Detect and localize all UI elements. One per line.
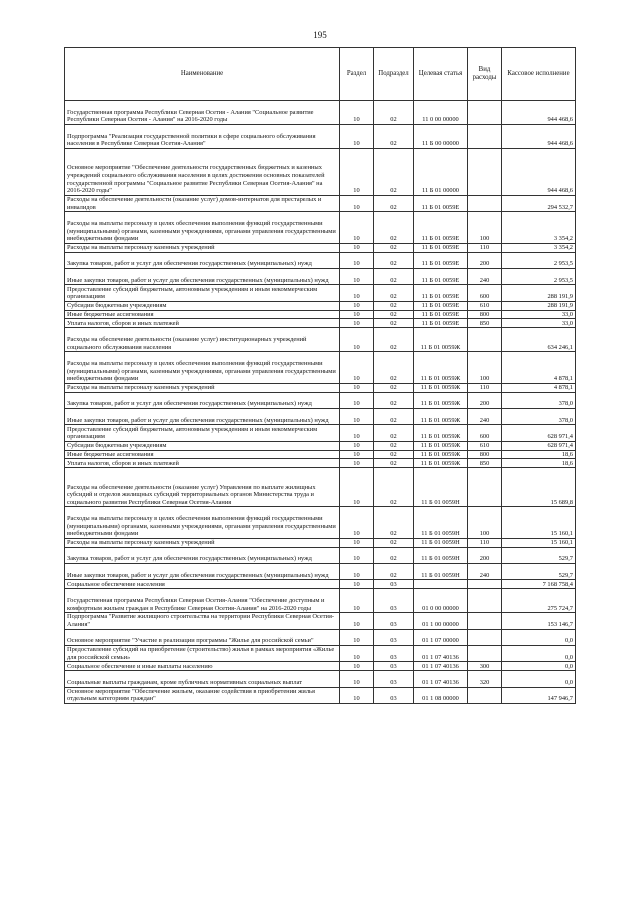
- cell-podrazdel: 02: [374, 441, 414, 450]
- cell-podrazdel: 02: [374, 450, 414, 459]
- table-row: [65, 538, 576, 547]
- cell-ispolnenie: 0,0: [502, 646, 576, 662]
- cell-ispolnenie: 153 146,7: [502, 613, 576, 629]
- cell-vid: 110: [468, 538, 502, 547]
- cell-razdel: 10: [340, 580, 374, 589]
- cell-name: Расходы на выплаты персоналу в целях обеспечения выполнения функций государственными (муниципальными) органами, казенными учреждениями, органами управления государственными внебюджетными фондами: [65, 507, 340, 539]
- cell-statya: 11 Б 01 0059Ж: [414, 450, 468, 459]
- cell-vid: [468, 468, 502, 507]
- cell-name: Иные закупки товаров, работ и услуг для обеспечения государственных (муниципальных) нужд: [65, 564, 340, 580]
- cell-name: Закупка товаров, работ и услуг для обеспечения государственных (муниципальных) нужд: [65, 392, 340, 408]
- cell-statya: 11 Б 01 0059Е: [414, 252, 468, 268]
- cell-podrazdel: 02: [374, 125, 414, 149]
- cell-name: Расходы на выплаты персоналу в целях обеспечения выполнения функций государственными (муниципальными) органами, казенными учреждениями, органами управления государственными внебюджетными фондами: [65, 352, 340, 384]
- cell-vid: 110: [468, 383, 502, 392]
- cell-statya: 11 Б 00 00000: [414, 125, 468, 149]
- table-row: [65, 613, 576, 629]
- cell-podrazdel: 02: [374, 319, 414, 328]
- table-row: [65, 408, 576, 424]
- cell-ispolnenie: 628 971,4: [502, 425, 576, 441]
- cell-podrazdel: 03: [374, 671, 414, 687]
- cell-razdel: 10: [340, 383, 374, 392]
- cell-vid: [468, 580, 502, 589]
- table-body: [65, 101, 576, 704]
- cell-podrazdel: 02: [374, 285, 414, 301]
- cell-ispolnenie: 33,0: [502, 319, 576, 328]
- cell-statya: 11 Б 01 00000: [414, 149, 468, 196]
- table-row: [65, 252, 576, 268]
- header-statya: Целевая статья: [414, 48, 468, 101]
- cell-statya: 11 Б 01 0059Ж: [414, 328, 468, 352]
- cell-vid: 200: [468, 252, 502, 268]
- cell-razdel: 10: [340, 662, 374, 671]
- cell-name: Иные закупки товаров, работ и услуг для обеспечения государственных (муниципальных) нужд: [65, 268, 340, 284]
- table-row: [65, 468, 576, 507]
- cell-vid: 300: [468, 662, 502, 671]
- cell-ispolnenie: 944 468,6: [502, 149, 576, 196]
- cell-statya: 01 1 08 00000: [414, 687, 468, 703]
- cell-name: Подпрограмма "Реализация государственной политики в сфере социального обслуживания населения в Республике Северная Осетия-Алания": [65, 125, 340, 149]
- cell-statya: 01 1 07 40136: [414, 671, 468, 687]
- cell-ispolnenie: 0,0: [502, 671, 576, 687]
- cell-statya: 01 0 00 00000: [414, 589, 468, 613]
- cell-statya: 11 Б 01 0059Ж: [414, 459, 468, 468]
- cell-statya: 11 Б 01 0059Ж: [414, 425, 468, 441]
- table-row: [65, 383, 576, 392]
- header-ispolnenie: Кассовое исполнение: [502, 48, 576, 101]
- cell-name: Предоставление субсидий бюджетным, автономным учреждениям и иным некоммерческим организациям: [65, 285, 340, 301]
- cell-ispolnenie: 18,6: [502, 450, 576, 459]
- table-row: [65, 425, 576, 441]
- cell-statya: 11 Б 01 0059Н: [414, 468, 468, 507]
- table-row: [65, 352, 576, 384]
- cell-name: Уплата налогов, сборов и иных платежей: [65, 459, 340, 468]
- cell-podrazdel: 02: [374, 252, 414, 268]
- cell-vid: 320: [468, 671, 502, 687]
- table-row: [65, 301, 576, 310]
- table-row: [65, 195, 576, 211]
- cell-name: Расходы на обеспечение деятельности (оказание услуг) Управления по выплате жилищных субсидий и отделов жилищных субсидий территориальных органов Министерства труда и социального развития Республики Северная Осетия-Алания: [65, 468, 340, 507]
- cell-podrazdel: 02: [374, 310, 414, 319]
- cell-podrazdel: 02: [374, 564, 414, 580]
- cell-statya: 11 Б 01 0059Е: [414, 285, 468, 301]
- table-row: [65, 580, 576, 589]
- cell-vid: 100: [468, 352, 502, 384]
- cell-ispolnenie: 288 191,9: [502, 285, 576, 301]
- cell-podrazdel: 02: [374, 468, 414, 507]
- table-row: [65, 125, 576, 149]
- header-razdel: Раздел: [340, 48, 374, 101]
- table-row: [65, 268, 576, 284]
- cell-razdel: 10: [340, 285, 374, 301]
- table-row: [65, 101, 576, 125]
- cell-vid: 600: [468, 285, 502, 301]
- cell-razdel: 10: [340, 441, 374, 450]
- cell-podrazdel: 03: [374, 662, 414, 671]
- table-row: [65, 285, 576, 301]
- cell-podrazdel: 03: [374, 613, 414, 629]
- cell-ispolnenie: 378,0: [502, 392, 576, 408]
- cell-vid: 240: [468, 408, 502, 424]
- cell-vid: [468, 149, 502, 196]
- cell-podrazdel: 02: [374, 408, 414, 424]
- table-row: [65, 328, 576, 352]
- table-row: [65, 310, 576, 319]
- cell-razdel: 10: [340, 352, 374, 384]
- cell-razdel: 10: [340, 212, 374, 244]
- cell-name: Расходы на выплаты персоналу казенных учреждений: [65, 243, 340, 252]
- cell-name: Уплата налогов, сборов и иных платежей: [65, 319, 340, 328]
- cell-razdel: 10: [340, 319, 374, 328]
- page-number: 195: [313, 30, 327, 40]
- cell-statya: 11 Б 01 0059Е: [414, 243, 468, 252]
- cell-podrazdel: 02: [374, 301, 414, 310]
- cell-vid: 110: [468, 243, 502, 252]
- cell-vid: 610: [468, 441, 502, 450]
- cell-razdel: 10: [340, 268, 374, 284]
- cell-ispolnenie: 529,7: [502, 547, 576, 563]
- cell-vid: 100: [468, 212, 502, 244]
- cell-statya: 11 Б 01 0059Ж: [414, 392, 468, 408]
- cell-statya: 01 1 07 00000: [414, 629, 468, 645]
- cell-statya: 11 Б 01 0059Ж: [414, 408, 468, 424]
- cell-vid: 200: [468, 392, 502, 408]
- cell-name: Субсидии бюджетным учреждениям: [65, 301, 340, 310]
- cell-razdel: 10: [340, 125, 374, 149]
- cell-statya: 11 Б 01 0059Е: [414, 195, 468, 211]
- cell-name: Расходы на выплаты персоналу в целях обеспечения выполнения функций государственными (муниципальными) органами, казенными учреждениями, органами управления государственными внебюджетными фондами: [65, 212, 340, 244]
- cell-name: Иные закупки товаров, работ и услуг для обеспечения государственных (муниципальных) нужд: [65, 408, 340, 424]
- cell-statya: 11 Б 01 0059Н: [414, 538, 468, 547]
- cell-ispolnenie: 378,0: [502, 408, 576, 424]
- cell-ispolnenie: 33,0: [502, 310, 576, 319]
- cell-razdel: 10: [340, 507, 374, 539]
- cell-razdel: 10: [340, 425, 374, 441]
- cell-podrazdel: 02: [374, 195, 414, 211]
- cell-razdel: 10: [340, 687, 374, 703]
- header-vid: Вид расходы: [468, 48, 502, 101]
- cell-podrazdel: 02: [374, 425, 414, 441]
- cell-ispolnenie: 3 354,2: [502, 212, 576, 244]
- cell-name: Субсидии бюджетным учреждениям: [65, 441, 340, 450]
- cell-podrazdel: 02: [374, 547, 414, 563]
- cell-ispolnenie: 4 878,1: [502, 383, 576, 392]
- table-row: [65, 392, 576, 408]
- cell-vid: 200: [468, 547, 502, 563]
- table-row: [65, 589, 576, 613]
- cell-razdel: 10: [340, 310, 374, 319]
- cell-vid: [468, 195, 502, 211]
- cell-razdel: 10: [340, 408, 374, 424]
- cell-podrazdel: 02: [374, 328, 414, 352]
- cell-name: Социальные выплаты гражданам, кроме публичных нормативных социальных выплат: [65, 671, 340, 687]
- cell-ispolnenie: 0,0: [502, 662, 576, 671]
- cell-ispolnenie: 529,7: [502, 564, 576, 580]
- cell-razdel: 10: [340, 468, 374, 507]
- cell-razdel: 10: [340, 538, 374, 547]
- budget-table: [64, 47, 576, 704]
- cell-name: Расходы на обеспечение деятельности (оказание услуг) институционарных учреждений социального обслуживания населения: [65, 328, 340, 352]
- header-name: Наименование: [65, 48, 340, 101]
- cell-statya: 11 Б 01 0059Ж: [414, 441, 468, 450]
- cell-statya: 01 1 07 40136: [414, 646, 468, 662]
- cell-ispolnenie: 944 468,6: [502, 101, 576, 125]
- cell-name: Подпрограмма "Развитие жилищного строительства на территории Республики Северная Осетия-Алания": [65, 613, 340, 629]
- cell-vid: 610: [468, 301, 502, 310]
- cell-ispolnenie: 2 953,5: [502, 252, 576, 268]
- cell-ispolnenie: 15 689,8: [502, 468, 576, 507]
- table-row: [65, 564, 576, 580]
- cell-ispolnenie: 288 191,9: [502, 301, 576, 310]
- cell-statya: 11 Б 01 0059Н: [414, 507, 468, 539]
- cell-statya: 01 1 00 00000: [414, 613, 468, 629]
- table-row: [65, 459, 576, 468]
- cell-podrazdel: 02: [374, 352, 414, 384]
- table-row: [65, 646, 576, 662]
- cell-statya: 11 Б 01 0059Е: [414, 310, 468, 319]
- cell-name: Закупка товаров, работ и услуг для обеспечения государственных (муниципальных) нужд: [65, 252, 340, 268]
- cell-name: Расходы на обеспечение деятельности (оказание услуг) домов-интернатов для престарелых и инвалидов: [65, 195, 340, 211]
- cell-razdel: 10: [340, 450, 374, 459]
- cell-vid: [468, 101, 502, 125]
- table-row: [65, 441, 576, 450]
- cell-vid: [468, 328, 502, 352]
- cell-razdel: 10: [340, 328, 374, 352]
- cell-ispolnenie: 0,0: [502, 629, 576, 645]
- cell-ispolnenie: 2 953,5: [502, 268, 576, 284]
- cell-statya: [414, 580, 468, 589]
- cell-name: Иные бюджетные ассигнования: [65, 310, 340, 319]
- cell-ispolnenie: 7 168 758,4: [502, 580, 576, 589]
- cell-podrazdel: 02: [374, 101, 414, 125]
- cell-podrazdel: 03: [374, 687, 414, 703]
- cell-razdel: 10: [340, 547, 374, 563]
- cell-podrazdel: 02: [374, 538, 414, 547]
- cell-statya: 11 Б 01 0059Е: [414, 268, 468, 284]
- cell-razdel: 10: [340, 671, 374, 687]
- cell-name: Расходы на выплаты персоналу казенных учреждений: [65, 383, 340, 392]
- cell-vid: 850: [468, 459, 502, 468]
- cell-statya: 11 Б 01 0059Н: [414, 547, 468, 563]
- cell-vid: 850: [468, 319, 502, 328]
- cell-razdel: 10: [340, 589, 374, 613]
- cell-podrazdel: 03: [374, 580, 414, 589]
- cell-vid: 800: [468, 450, 502, 459]
- cell-name: Государственная программа Республики Северная Осетия - Алания "Социальное развитие Республики Северная Осетия - Алания" на 2016-2020 годы: [65, 101, 340, 125]
- cell-vid: [468, 589, 502, 613]
- cell-ispolnenie: 147 946,7: [502, 687, 576, 703]
- header-podrazdel: Подраздел: [374, 48, 414, 101]
- cell-ispolnenie: 3 354,2: [502, 243, 576, 252]
- cell-podrazdel: 02: [374, 392, 414, 408]
- table-header-row: [65, 48, 576, 101]
- cell-podrazdel: 02: [374, 507, 414, 539]
- cell-razdel: 10: [340, 101, 374, 125]
- cell-podrazdel: 03: [374, 629, 414, 645]
- cell-ispolnenie: 15 160,1: [502, 507, 576, 539]
- cell-name: Основное мероприятие "Обеспечение жильем, оказание содействия в приобретении жилья отдельным категориям граждан": [65, 687, 340, 703]
- cell-ispolnenie: 628 971,4: [502, 441, 576, 450]
- cell-statya: 11 Б 01 0059Е: [414, 212, 468, 244]
- cell-razdel: 10: [340, 252, 374, 268]
- cell-podrazdel: 02: [374, 383, 414, 392]
- cell-name: Социальное обеспечение населения: [65, 580, 340, 589]
- cell-razdel: 10: [340, 392, 374, 408]
- cell-name: Иные бюджетные ассигнования: [65, 450, 340, 459]
- cell-vid: 240: [468, 564, 502, 580]
- cell-razdel: 10: [340, 613, 374, 629]
- cell-razdel: 10: [340, 646, 374, 662]
- cell-statya: 11 Б 01 0059Е: [414, 301, 468, 310]
- cell-podrazdel: 02: [374, 243, 414, 252]
- cell-razdel: 10: [340, 564, 374, 580]
- table-row: [65, 547, 576, 563]
- table-row: [65, 687, 576, 703]
- cell-vid: 100: [468, 507, 502, 539]
- cell-vid: [468, 687, 502, 703]
- cell-statya: 11 Б 01 0059Ж: [414, 383, 468, 392]
- cell-podrazdel: 02: [374, 212, 414, 244]
- cell-ispolnenie: 634 246,1: [502, 328, 576, 352]
- table-row: [65, 450, 576, 459]
- cell-razdel: 10: [340, 301, 374, 310]
- cell-vid: [468, 613, 502, 629]
- table-row: [65, 507, 576, 539]
- cell-vid: 240: [468, 268, 502, 284]
- cell-vid: [468, 125, 502, 149]
- cell-name: Расходы на выплаты персоналу казенных учреждений: [65, 538, 340, 547]
- cell-razdel: 10: [340, 243, 374, 252]
- cell-statya: 01 1 07 40136: [414, 662, 468, 671]
- cell-vid: [468, 629, 502, 645]
- table-row: [65, 212, 576, 244]
- cell-razdel: 10: [340, 195, 374, 211]
- cell-name: Государственная программа Республики Северная Осетия-Алания "Обеспечение доступным и комфортным жильем граждан в Республике Северная Осетия-Алания" на 2016-2020 годы: [65, 589, 340, 613]
- cell-razdel: 10: [340, 629, 374, 645]
- cell-ispolnenie: 15 160,1: [502, 538, 576, 547]
- cell-statya: 11 Б 01 0059Ж: [414, 352, 468, 384]
- cell-vid: 800: [468, 310, 502, 319]
- cell-podrazdel: 02: [374, 149, 414, 196]
- cell-name: Социальное обеспечение и иные выплаты населению: [65, 662, 340, 671]
- table-row: [65, 243, 576, 252]
- cell-name: Закупка товаров, работ и услуг для обеспечения государственных (муниципальных) нужд: [65, 547, 340, 563]
- cell-podrazdel: 02: [374, 268, 414, 284]
- cell-name: Предоставление субсидий на приобретение (строительство) жилья в рамках мероприятия «Жилье для российской семьи»: [65, 646, 340, 662]
- table-row: [65, 149, 576, 196]
- cell-ispolnenie: 18,6: [502, 459, 576, 468]
- cell-name: Предоставление субсидий бюджетным, автономным учреждениям и иным некоммерческим организациям: [65, 425, 340, 441]
- cell-name: Основное мероприятие "Участие в реализации программы "Жилье для российской семьи": [65, 629, 340, 645]
- cell-razdel: 10: [340, 459, 374, 468]
- cell-ispolnenie: 294 532,7: [502, 195, 576, 211]
- table-row: [65, 671, 576, 687]
- cell-statya: 11 Б 01 0059Н: [414, 564, 468, 580]
- cell-vid: [468, 646, 502, 662]
- cell-podrazdel: 02: [374, 459, 414, 468]
- table-row: [65, 319, 576, 328]
- cell-name: Основное мероприятие "Обеспечение деятельности государственных бюджетных и казенных учреждений социального обслуживания населения в целях достижения основных показателей государственной программы "Социальное развитие Республики Северная Осетия-Алания" на 2016-2020 годы": [65, 149, 340, 196]
- cell-ispolnenie: 944 468,6: [502, 125, 576, 149]
- cell-podrazdel: 03: [374, 589, 414, 613]
- cell-vid: 600: [468, 425, 502, 441]
- table-row: [65, 662, 576, 671]
- cell-statya: 11 Б 01 0059Е: [414, 319, 468, 328]
- cell-ispolnenie: 4 878,1: [502, 352, 576, 384]
- cell-razdel: 10: [340, 149, 374, 196]
- cell-podrazdel: 03: [374, 646, 414, 662]
- table-row: [65, 629, 576, 645]
- cell-ispolnenie: 275 724,7: [502, 589, 576, 613]
- cell-statya: 11 0 00 00000: [414, 101, 468, 125]
